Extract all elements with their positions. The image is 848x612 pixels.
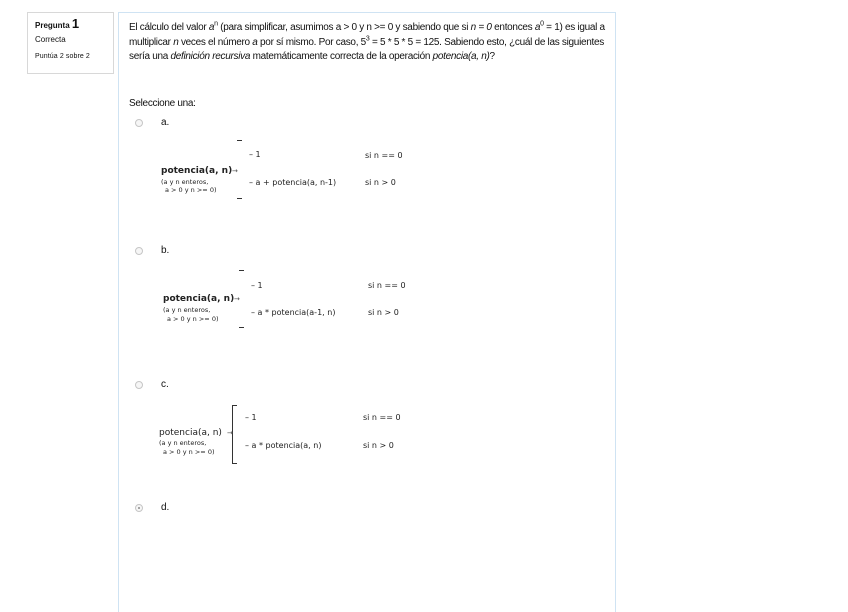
option-c-sub2: a > 0 y n >= 0) bbox=[163, 448, 215, 456]
question-label: Pregunta bbox=[35, 21, 70, 30]
option-b-cond1: si n == 0 bbox=[368, 281, 406, 290]
option-c-fname: potencia(a, n) bbox=[159, 428, 222, 438]
question-state: Correcta bbox=[35, 35, 66, 44]
option-d-letter: d. bbox=[161, 502, 170, 513]
arrow-icon: → bbox=[227, 429, 233, 437]
question-text: El cálculo del valor $a^n$ (para simplificar, asumimos a > 0 y n >= 0 y sabiendo que si n = 0 entonces $a^0 = 1$) es igual a multiplicar n veces el número a por sí mismo. Por caso, $5^3 = 5 * 5 * 5 = 125$. Sabiendo esto, ¿cuál de las siguientes sería una definición recursiva matemáticamente correcta de la operación potencia(a, n)? bbox=[129, 20, 605, 62]
option-b-cond2: si n > 0 bbox=[368, 308, 399, 317]
question-number bbox=[35, 17, 113, 30]
option-b-case2: – a * potencia(a-1, n) bbox=[251, 308, 336, 317]
option-b-sub2: a > 0 y n >= 0) bbox=[167, 315, 219, 323]
question-info bbox=[27, 12, 114, 74]
option-a-radio[interactable] bbox=[135, 119, 143, 127]
option-c-radio[interactable] bbox=[135, 381, 143, 389]
option-b-radio[interactable] bbox=[135, 247, 143, 255]
option-a-case1: – 1 bbox=[249, 150, 261, 159]
select-prompt: Seleccione una: bbox=[129, 98, 196, 109]
option-a-cond2: si n > 0 bbox=[365, 178, 396, 187]
option-c-sub1: (a y n enteros, bbox=[159, 439, 207, 447]
arrow-icon: → bbox=[234, 295, 240, 303]
question-grade: Puntúa 2 sobre 2 bbox=[35, 53, 90, 60]
option-c-cond2: si n > 0 bbox=[363, 441, 394, 450]
option-a-letter: a. bbox=[161, 117, 170, 128]
option-b-letter: b. bbox=[161, 245, 170, 256]
option-a-case2: – a + potencia(a, n-1) bbox=[249, 178, 337, 187]
option-b-fname: potencia(a, n) bbox=[163, 294, 235, 304]
option-c-case2: – a * potencia(a, n) bbox=[245, 441, 322, 450]
arrow-icon: → bbox=[232, 167, 238, 175]
option-d-radio[interactable] bbox=[135, 504, 143, 512]
option-c-case1: – 1 bbox=[245, 413, 257, 422]
question-number-value: 1 bbox=[71, 16, 80, 31]
option-a-cond1: si n == 0 bbox=[365, 151, 403, 160]
option-a-fname: potencia(a, n) bbox=[161, 166, 233, 176]
option-b-case1: – 1 bbox=[251, 281, 263, 290]
option-c-cond1: si n == 0 bbox=[363, 413, 401, 422]
option-a-sub2: a > 0 y n >= 0) bbox=[165, 186, 217, 194]
option-c-letter: c. bbox=[161, 379, 169, 390]
option-b-sub1: (a y n enteros, bbox=[163, 306, 211, 314]
option-a-sub1: (a y n enteros, bbox=[161, 178, 209, 186]
question-content bbox=[118, 12, 616, 612]
